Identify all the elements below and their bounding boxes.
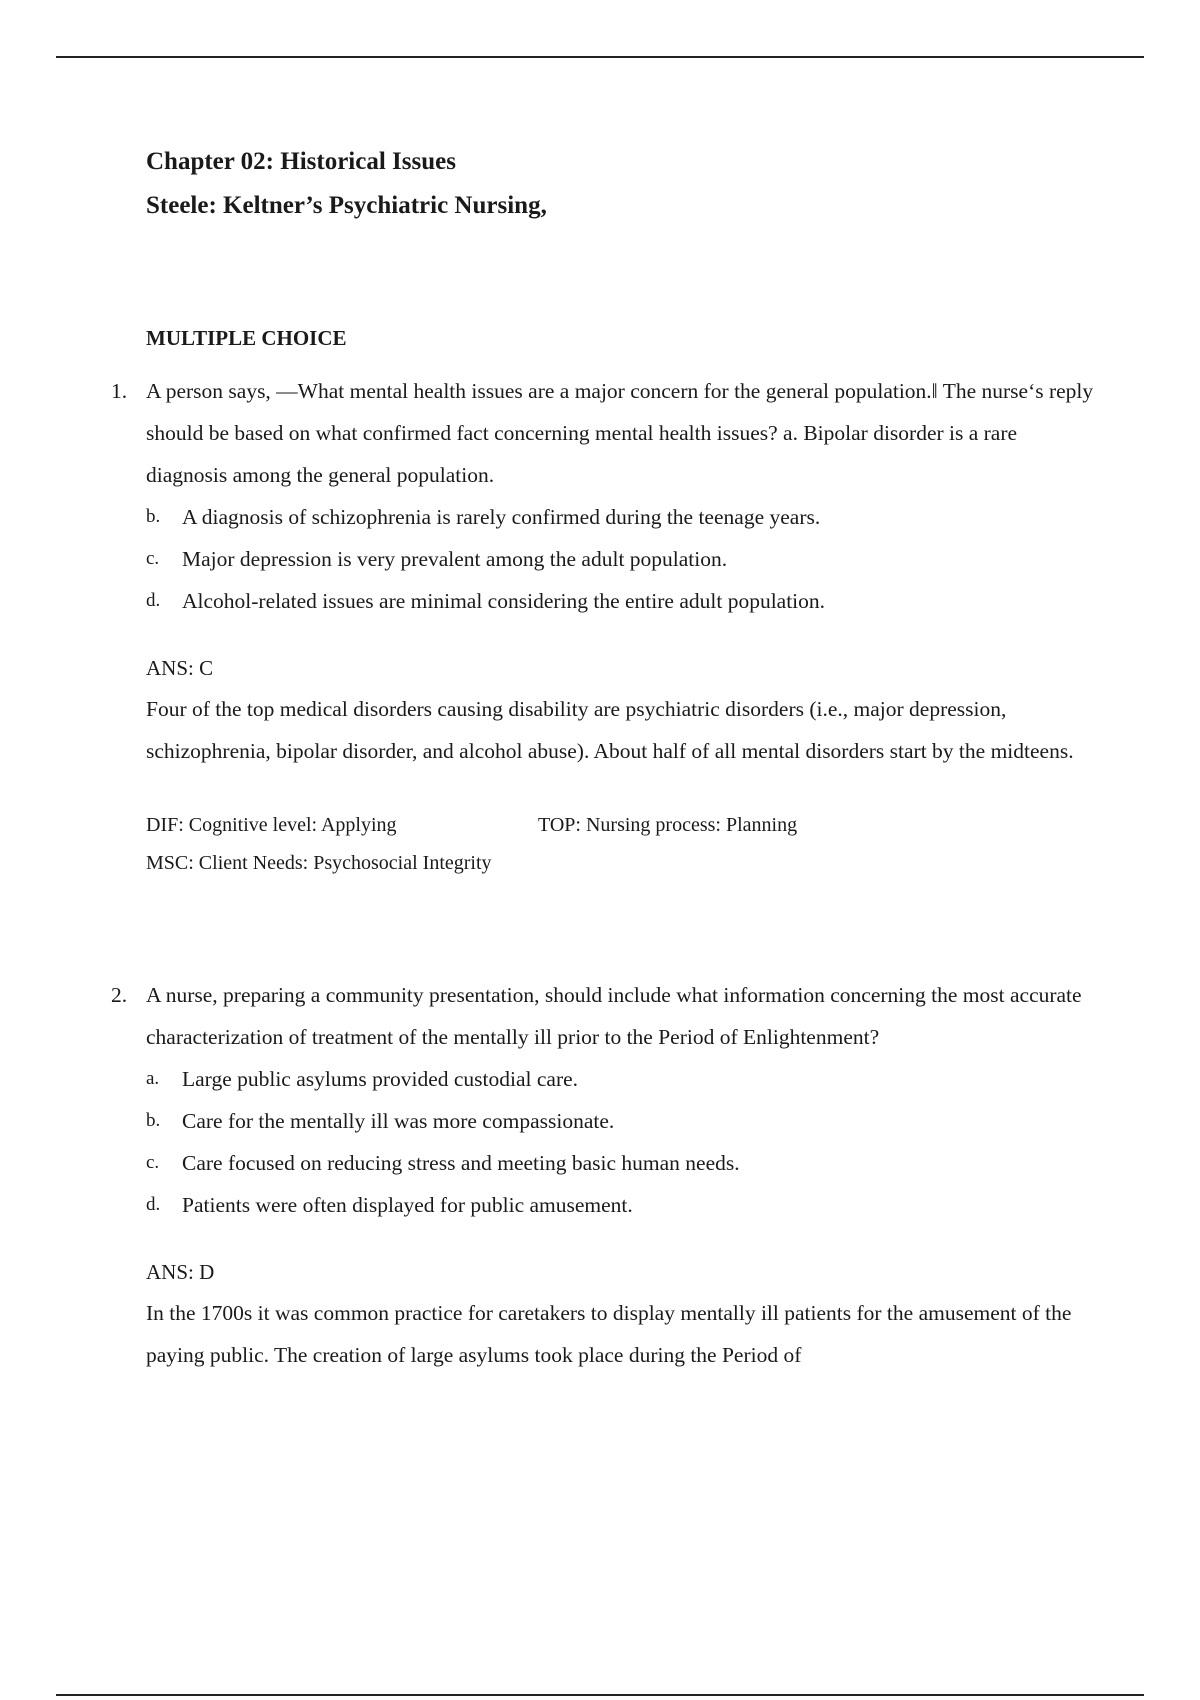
answer-options [146, 1058, 1096, 1226]
option-letter: d. [146, 590, 161, 611]
option-d [146, 1184, 1096, 1226]
option-d [146, 580, 1096, 622]
option-text: Care focused on reducing stress and meeting basic human needs. [182, 1151, 740, 1175]
option-letter: b. [146, 506, 161, 527]
client-needs-label: MSC: Client Needs: Psychosocial Integrity [146, 852, 492, 874]
difficulty-label: DIF: Cognitive level: Applying [146, 814, 397, 836]
document-body [111, 140, 1096, 1367]
option-c [146, 538, 1096, 580]
option-text: Care for the mentally ill was more compassionate. [182, 1109, 615, 1133]
option-letter: c. [146, 548, 160, 569]
option-text: A diagnosis of schizophrenia is rarely confirmed during the teenage years. [182, 505, 821, 529]
option-text: Major depression is very prevalent among the adult population. [182, 547, 728, 571]
answer-options [146, 496, 1096, 622]
option-letter: d. [146, 1194, 161, 1215]
rationale: In the 1700s it was common practice for caretakers to display mentally ill patients for the amusement of the paying public. The creation of large asylums took place during the Period of [146, 1301, 1072, 1367]
question-stem: A person says, ―What mental health issues are a major concern for the general population.‖ The nurse‘s reply should be based on what confirmed fact concerning mental health issues? a. Bipolar disorder is a rare diagnosis among the general population. [146, 379, 1094, 487]
question-1 [111, 370, 1096, 882]
question-number: 2. [111, 983, 128, 1007]
option-letter: b. [146, 1110, 161, 1131]
section-heading: MULTIPLE CHOICE [146, 326, 347, 350]
option-b [146, 496, 1096, 538]
option-text: Patients were often displayed for public amusement. [182, 1193, 633, 1217]
question-number: 1. [111, 379, 128, 403]
chapter-title: Chapter 02: Historical Issues [146, 148, 456, 175]
bottom-rule [56, 1694, 1144, 1696]
option-letter: c. [146, 1152, 160, 1173]
top-rule [56, 56, 1144, 58]
option-text: Large public asylums provided custodial care. [182, 1067, 579, 1091]
option-c [146, 1142, 1096, 1184]
option-a [146, 1058, 1096, 1100]
rationale: Four of the top medical disorders causing disability are psychiatric disorders (i.e., major depression, schizophrenia, bipolar disorder, and alcohol abuse). About half of all mental disorders start by the midteens. [146, 697, 1074, 763]
topic-label: TOP: Nursing process: Planning [538, 814, 798, 836]
question-2 [111, 974, 1096, 1376]
question-stem: A nurse, preparing a community presentation, should include what information concerning the most accurate characterization of treatment of the mentally ill prior to the Period of Enlightenment? [146, 983, 1082, 1049]
book-title: Steele: Keltner’s Psychiatric Nursing, [146, 192, 547, 219]
option-letter: a. [146, 1068, 160, 1089]
option-b [146, 1100, 1096, 1142]
answer-key: ANS: C [146, 656, 214, 680]
answer-key: ANS: D [146, 1260, 215, 1284]
option-text: Alcohol-related issues are minimal considering the entire adult population. [182, 589, 826, 613]
question-metadata [146, 806, 1096, 882]
